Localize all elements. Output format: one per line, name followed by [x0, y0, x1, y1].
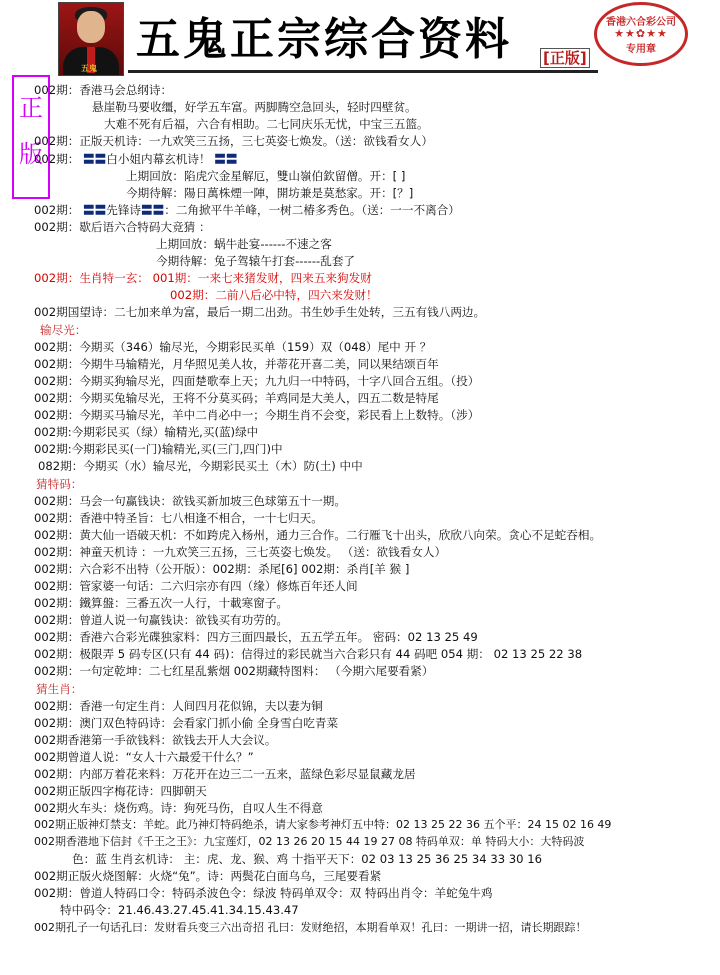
line-tail: ：二角掀平牛羊峰，一树二椿多秀色。（送：一一不离合） [164, 203, 460, 217]
double-bar-icon: 〓〓 [83, 203, 107, 217]
line-body: 先锋诗 [106, 203, 142, 217]
text-line: 002期：歇后语六合特码大竞猜 ： [34, 220, 211, 234]
author-photo [58, 2, 124, 76]
text-line: 002期：香港一句定生肖：人间四月花似锦，夫以妻为铜 [34, 699, 323, 713]
text-line: 特中码令：21.46.43.27.45.41.34.15.43.47 [60, 903, 299, 917]
text-line: 002期：香港中特圣旨：七八相逢不相合，一十七归天。 [34, 511, 323, 525]
title-underline [128, 70, 598, 73]
text-line: 082期：今期买（水）输尽光，今期彩民买土（木）防(土) 中中 [38, 459, 363, 473]
text-line: 002期正版火烧图解：火烧“兔”。诗：两鬓花白面乌乌，三尾要看紧 [34, 869, 382, 883]
text-line: 002期：马会一句赢钱诀：欲钱买新加坡三色球第五十一期。 [34, 494, 346, 508]
double-bar-icon: 〓〓 [141, 203, 165, 217]
text-line: 002期火车头：烧伤鸡。诗：狗死马伤，自叹人生不得意 [34, 801, 323, 815]
text-line: 上期回放：陷虎穴金星解厄，雙山嶺伯欽留僧。开：[ ] [126, 169, 406, 183]
double-bar-icon: 〓〓 [83, 152, 107, 166]
edition-badge: [正版] [540, 48, 590, 68]
text-line: 002期：六合彩不出特（公开版）：002期：杀尾[6] 002期：杀肖[羊 猴 ] [34, 562, 410, 576]
text-line: 悬崖勒马要收缰，好学五车富。两脚腾空急回头，轻时四壁贫。 [92, 100, 417, 114]
text-line: 002期：神童天机诗 ：一九欢笑三五扬，三七英姿七焕发。 （送：欲钱看女人） [34, 545, 447, 559]
text-line: 002期：正版天机诗：一九欢笑三五扬，三七英姿七焕发。（送：欲钱看女人） [34, 134, 433, 148]
text-line: 002期香港地下信封《千王之王》：九宝莲灯，02 13 26 20 15 44 19 27 08 特码单双：单 特码大小：大特码波 [34, 835, 585, 848]
text-line: 002期：曾道人说一句赢钱诀：欲钱买有功劳的。 [34, 613, 289, 627]
text-line: 今期待解：陽日萬株煙一陣，開坊兼是莫愁家。开：[？] [126, 186, 414, 200]
photo-face [77, 11, 105, 43]
text-line: 002期：澳门双色特码诗：会看家门抓小偷 全身雪白吃青菜 [34, 716, 339, 730]
line-prefix: 002期： [34, 203, 80, 217]
seal-bottom-text: 专用章 [626, 44, 656, 55]
text-line: 002期：二前八后必中特，四六来发财！ [170, 288, 378, 302]
text-line: 002期：今期买兔输尽光，王将不分莫买码；羊鸡同是大美人，四五二数是特尾 [34, 391, 439, 405]
text-line: 002期：一句定乾坤：二七红星乱紫烟 002期藏特图料： （今期六尾要看紧） [34, 664, 434, 678]
stamp-char-top: 正 [19, 94, 43, 122]
text-line: 002期：今期牛马输精光，月华照见美人妆，并蒂花开喜二美，同以果结颂百年 [34, 357, 439, 371]
text-line: 002期：今期买（346）输尽光，今期彩民买单（159）双（048）尾中 开 ？ [34, 340, 432, 354]
text-line: 002期:今期彩民买（绿）输精光,买(蓝)绿中 [34, 425, 259, 439]
text-line: 002期：极限弄 5 码专区(只有 44 码)：信得过的彩民就当六合彩只有 44 码吧 054 期： 02 13 25 22 38 [34, 647, 583, 661]
text-line [34, 202, 460, 218]
text-line: 大难不死有后福，六合有相助。二七同庆乐无忧，中宝三五篮。 [104, 117, 429, 131]
seal-top-text: 香港六合彩公司 [606, 17, 676, 28]
photo-caption: 五鬼 [81, 64, 97, 73]
header [0, 0, 720, 78]
text-line: 002期：鐵算盤：三番五次一人行，十載寒窗子。 [34, 596, 289, 610]
double-bar-icon: 〓〓 [214, 152, 238, 166]
line-body: 白小姐内幕玄机诗！ [106, 152, 211, 166]
section-heading: 输尽光： [40, 323, 87, 337]
section-heading: 猜特码： [36, 477, 83, 491]
seal-stars-icon: ★★✿★★ [614, 27, 668, 40]
text-line: 002期：香港马会总纲诗： [34, 83, 173, 97]
line-prefix: 002期： [34, 152, 80, 166]
text-line: 002期曾道人说：“女人十六最爱干什么？” [34, 750, 254, 764]
text-line: 002期：香港六合彩光碟独家料：四方三面四最长，五五学五年。 密码：02 13 25 49 [34, 630, 478, 644]
page-title: 五鬼正宗综合资料 [136, 14, 512, 65]
text-line: 色：蓝 生肖玄机诗： 主：虎、龙、猴、鸡 十指平天下：02 03 13 25 36 25 34 33 30 16 [72, 852, 543, 866]
text-line: 002期香港第一手欲钱料：欲钱去开人大会议。 [34, 733, 277, 747]
text-line: 002期:今期彩民买(一门)输精光,买(三门,四门)中 [34, 442, 283, 456]
text-line: 002期：生肖特一玄： 001期：一来七来猪发财，四来五来狗发财 [34, 271, 372, 285]
text-line: 002期：管家婆一句话：二六归宗亦有四（缘）修炼百年还人间 [34, 579, 358, 593]
stamp-char-bottom: 版 [19, 140, 43, 168]
text-line: 002期正版四字梅花诗：四脚朝天 [34, 784, 207, 798]
text-line: 002期：今期买狗输尽光，四面楚歌奉上天；九九归一中特码，十字八回合五组。（投） [34, 374, 480, 388]
text-line [34, 151, 237, 167]
text-line: 上期回放：蜗牛赴宴------不速之客 [156, 237, 332, 251]
text-line: 002期：内部万着花来料：万花开在边三二一五来，蓝绿色彩尽显鼠藏龙居 [34, 767, 416, 781]
text-line: 002期：黄大仙一语破天机：不如跨虎入杨州，通力三合作。二行雁飞十出头，欣欣八向荣。贪心不足蛇吞相。 [34, 528, 602, 542]
text-line: 002期孔子一句话孔曰：发财看兵变三六出奇招 孔曰：发财绝招，本期看单双！孔曰：一期讲一招，请长期跟踪！ [34, 921, 587, 934]
text-line: 002期：曾道人特码口令：特码杀波色令：绿波 特码单双令：双 特码出肖令：羊蛇兔牛鸡 [34, 886, 493, 900]
section-heading: 猜生肖： [36, 682, 83, 696]
company-seal [594, 2, 688, 66]
text-line: 002期：今期买马输尽光，羊中二肖必中一；今期生肖不会变，彩民看上上数特。（涉） [34, 408, 480, 422]
text-line: 002期正版神灯禁支：羊蛇。此乃神灯特码绝杀，请大家参考神灯五中特：02 13 25 22 36 五个平：24 15 02 16 49 [34, 818, 612, 831]
text-line: 002期国望诗：二七加来单为富，最后一期二出劲。书生妙手生处转，三五有钱八两边。 [34, 305, 486, 319]
text-line: 今期待解：兔子驾辕午打套------乱套了 [156, 254, 356, 268]
